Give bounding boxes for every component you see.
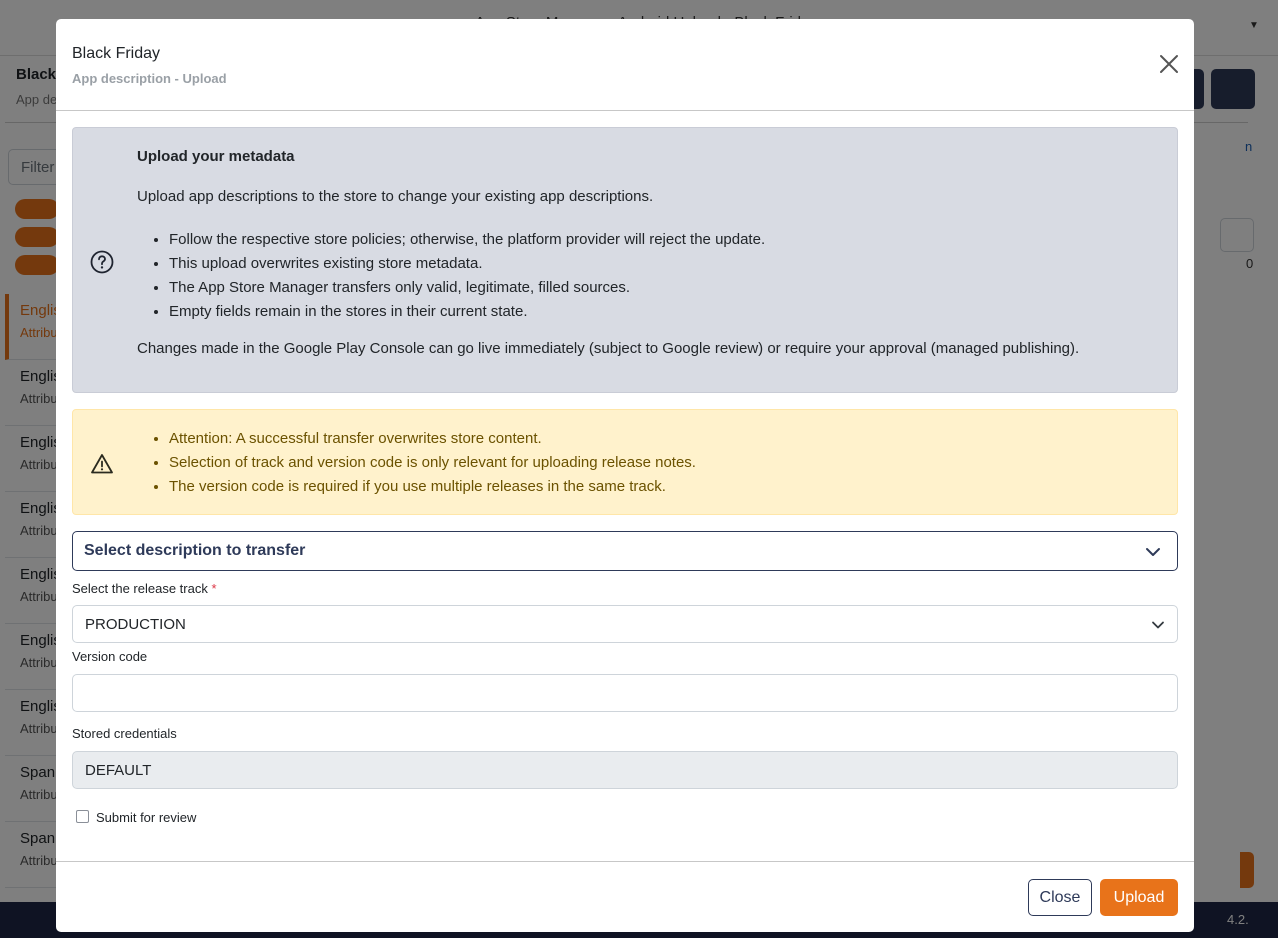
submit-for-review-checkbox[interactable] xyxy=(76,810,89,823)
list-item: • Follow the respective store policies; otherwise, the platform provider will reject the update. xyxy=(169,228,1157,252)
list-item: • Selection of track and version code is only relevant for uploading release notes. xyxy=(169,451,696,475)
credentials-label: Stored credentials xyxy=(72,726,177,741)
info-heading: Upload your metadata xyxy=(137,148,295,165)
list-item: • Empty fields remain in the stores in their current state. xyxy=(169,300,1157,324)
warning-list xyxy=(137,427,696,499)
warning-alert xyxy=(72,409,1178,515)
list-item: • Attention: A successful transfer overwrites store content. xyxy=(169,427,696,451)
question-circle-icon xyxy=(90,250,114,274)
submit-for-review-label[interactable]: Submit for review xyxy=(96,810,197,825)
chevron-down-icon xyxy=(1151,618,1165,632)
modal-footer xyxy=(56,861,1194,932)
credentials-value: DEFAULT xyxy=(85,762,152,779)
accordion-label: Select description to transfer xyxy=(84,542,306,559)
modal-title: Black Friday xyxy=(72,45,161,62)
upload-button[interactable]: Upload xyxy=(1100,879,1178,916)
version-code-label: Version code xyxy=(72,649,148,664)
modal-subtitle: App description - Upload xyxy=(72,71,227,86)
release-track-label: Select the release track * xyxy=(72,581,217,596)
release-track-value: PRODUCTION xyxy=(85,616,186,633)
version-code-input[interactable] xyxy=(72,674,1178,712)
info-alert xyxy=(72,127,1178,393)
info-content xyxy=(137,148,1157,358)
info-intro: Upload app descriptions to the store to change your existing app descriptions. xyxy=(137,188,654,205)
list-item: • The version code is required if you use multiple releases in the same track. xyxy=(169,475,696,499)
warning-triangle-icon xyxy=(90,452,114,476)
release-track-select[interactable] xyxy=(72,605,1178,643)
credentials-field xyxy=(72,751,1178,789)
upload-modal xyxy=(56,19,1194,932)
modal-header xyxy=(56,19,1194,111)
info-list xyxy=(137,228,1157,324)
close-button[interactable]: Close xyxy=(1028,879,1092,916)
info-outro: Changes made in the Google Play Console can go live immediately (subject to Google review) or require your approval (managed publishing). xyxy=(137,340,1080,357)
description-select-accordion[interactable] xyxy=(72,531,1178,571)
list-item: • The App Store Manager transfers only valid, legitimate, filled sources. xyxy=(169,276,1157,300)
close-icon[interactable] xyxy=(1157,52,1181,76)
chevron-down-icon xyxy=(1145,544,1161,560)
list-item: • This upload overwrites existing store metadata. xyxy=(169,252,1157,276)
